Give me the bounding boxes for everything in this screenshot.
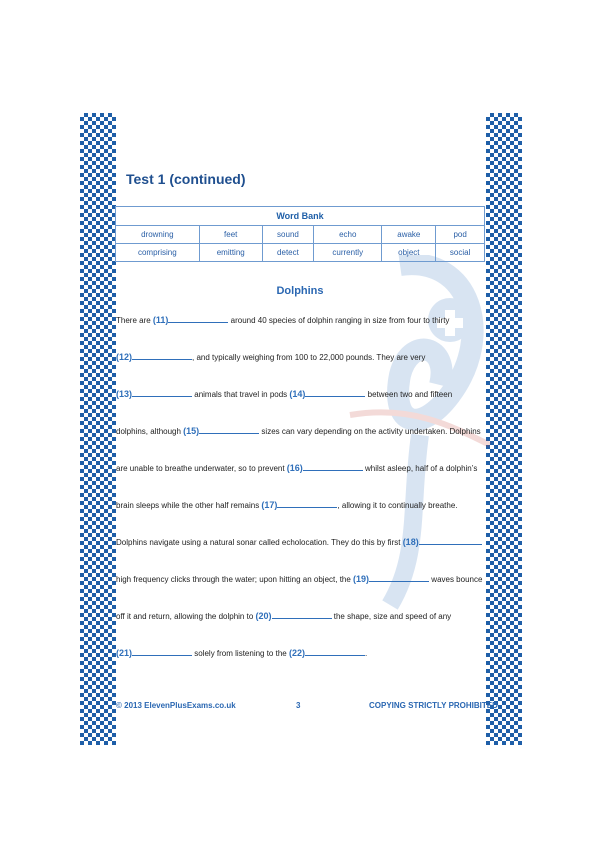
line-text: Dolphins navigate using a natural sonar called echolocation. They do this by first (116, 538, 403, 547)
passage-line (116, 609, 484, 621)
word-bank-cell: awake (382, 226, 436, 244)
answer-blank[interactable] (132, 350, 192, 360)
footer-copyright: © 2013 ElevenPlusExams.co.uk (116, 701, 236, 710)
word-bank-cell: currently (314, 244, 382, 262)
passage-line (116, 535, 484, 547)
answer-blank[interactable] (168, 313, 228, 323)
answer-blank[interactable] (132, 387, 192, 397)
line-text: between two and fifteen (365, 390, 453, 399)
word-bank-table (115, 206, 485, 262)
answer-blank[interactable] (305, 646, 368, 658)
question-number: (12) (116, 352, 133, 362)
answer-blank[interactable] (277, 498, 337, 508)
question-number: (14) (289, 389, 306, 399)
line-text: waves bounce (429, 575, 483, 584)
word-bank-cell: sound (262, 226, 313, 244)
answer-blank[interactable] (305, 387, 365, 397)
line-text: dolphins, although (116, 427, 184, 436)
question-number: (21) (116, 648, 133, 658)
question-number: (16) (286, 463, 303, 473)
question-number: (15) (183, 426, 200, 436)
line-text: , and typically weighing from 100 to 22,000 pounds. They are very (192, 353, 426, 362)
question-number: (13) (116, 389, 133, 399)
line-text: the shape, size and speed of any (331, 612, 452, 621)
answer-blank[interactable] (272, 609, 332, 619)
line-text: high frequency clicks through the water; upon hitting an object, the (116, 575, 354, 584)
page-title: Test 1 (continued) (126, 171, 246, 187)
passage-line (116, 387, 484, 399)
word-bank-row (116, 226, 485, 244)
question-number: (11) (152, 315, 169, 325)
word-bank-row (116, 244, 485, 262)
line-text: around 40 species of dolphin ranging in size from four to thirty (228, 316, 450, 325)
answer-blank[interactable] (132, 646, 192, 656)
line-text: brain sleeps while the other half remains (116, 501, 262, 510)
answer-blank[interactable] (369, 572, 429, 582)
word-bank-cell: drowning (116, 226, 200, 244)
passage-line (116, 461, 484, 473)
passage-line (116, 498, 484, 510)
line-text: are unable to breathe underwater, so to prevent (116, 464, 287, 473)
passage-line (116, 313, 484, 325)
line-text: . (364, 649, 368, 658)
passage-line (116, 646, 484, 658)
passage-line (116, 424, 484, 436)
footer-notice: COPYING STRICTLY PROHIBITED (369, 701, 498, 710)
word-bank-cell: social (436, 244, 485, 262)
answer-blank[interactable] (199, 424, 259, 434)
answer-blank[interactable] (303, 461, 363, 471)
word-bank-cell: echo (314, 226, 382, 244)
word-bank-cell: pod (436, 226, 485, 244)
word-bank-cell: object (382, 244, 436, 262)
story-title: Dolphins (276, 285, 324, 297)
footer-page-number: 3 (296, 701, 301, 710)
line-text: whilst asleep, half of a dolphin’s (362, 464, 478, 473)
word-bank-cell: feet (199, 226, 262, 244)
line-text: animals that travel in pods (192, 390, 290, 399)
line-text: There are (116, 316, 153, 325)
passage-line (116, 350, 484, 362)
question-number: (18) (402, 537, 419, 547)
line-text: off it and return, allowing the dolphin to (116, 612, 256, 621)
decorative-border-left (80, 113, 116, 745)
question-number: (17) (261, 500, 278, 510)
word-bank-cell: detect (262, 244, 313, 262)
word-bank-cell: emitting (199, 244, 262, 262)
question-number: (20) (255, 611, 272, 621)
question-number: (22) (288, 648, 305, 658)
word-bank-heading: Word Bank (116, 207, 485, 226)
question-number: (19) (353, 574, 370, 584)
word-bank-cell: comprising (116, 244, 200, 262)
line-text: , allowing it to continually breathe. (337, 501, 458, 510)
line-text: solely from listening to the (192, 649, 289, 658)
line-text: sizes can vary depending on the activity undertaken. Dolphins (259, 427, 481, 436)
answer-blank[interactable] (419, 535, 482, 545)
passage-line (116, 572, 484, 584)
